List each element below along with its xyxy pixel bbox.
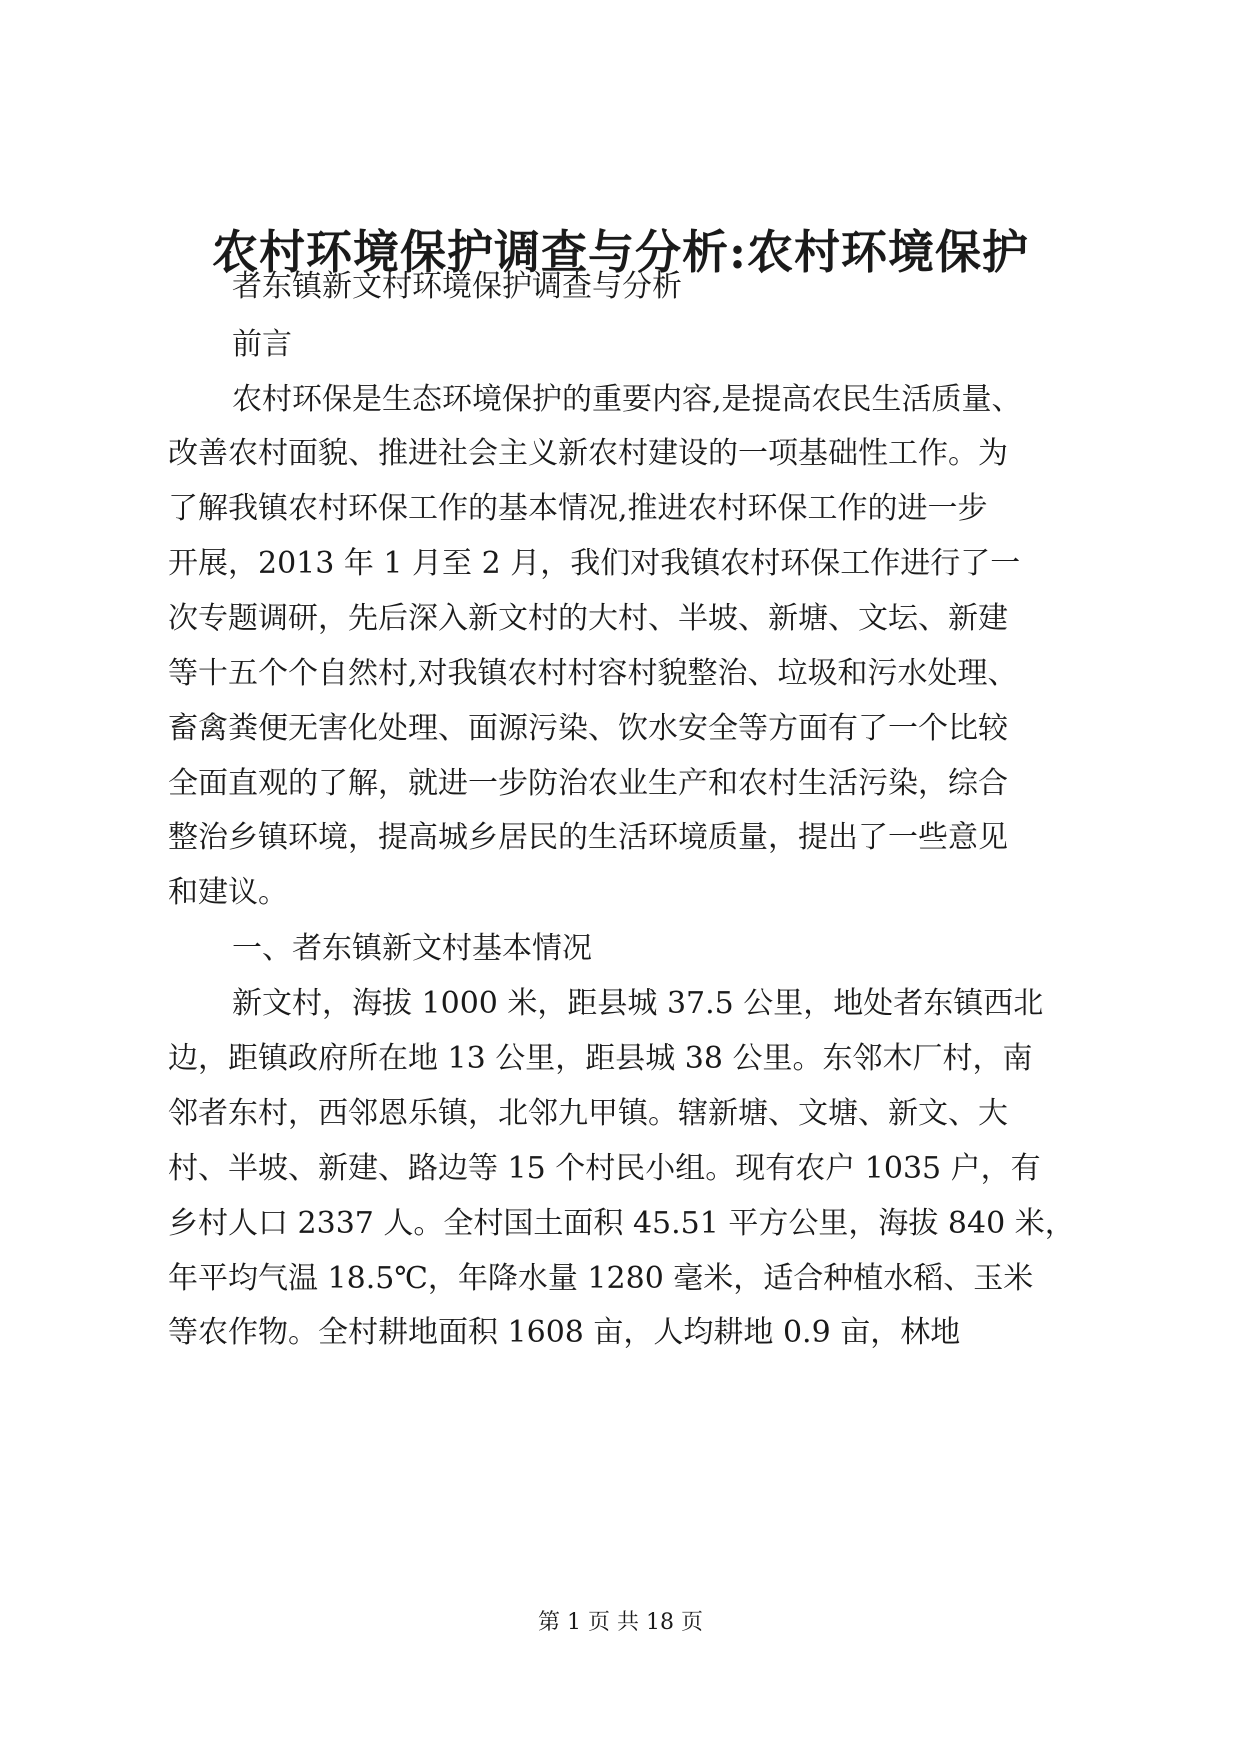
section-line: 新文村，海拔 1000 米，距县城 37.5 公里，地处者东镇西北: [232, 986, 1044, 1021]
preface-line: 改善农村面貌、推进社会主义新农村建设的一项基础性工作。为: [168, 436, 1008, 471]
preface-line: 次专题调研，先后深入新文村的大村、半坡、新塘、文坛、新建: [168, 601, 1008, 636]
preface-line: 整治乡镇环境，提高城乡居民的生活环境质量，提出了一些意见: [168, 820, 1008, 855]
section-line: 边，距镇政府所在地 13 公里，距县城 38 公里。东邻木厂村，南: [168, 1041, 1033, 1076]
section-line: 等农作物。全村耕地面积 1608 亩，人均耕地 0.9 亩，林地: [168, 1315, 961, 1350]
preface-line: 畜禽粪便无害化处理、面源污染、饮水安全等方面有了一个比较: [168, 711, 1008, 746]
preface-line: 等十五个个自然村,对我镇农村村容村貌整治、垃圾和污水处理、: [168, 656, 1018, 691]
preface-line: 全面直观的了解，就进一步防治农业生产和农村生活污染，综合: [168, 766, 1008, 801]
section-heading: 一、者东镇新文村基本情况: [232, 931, 592, 966]
section-line: 邻者东村，西邻恩乐镇，北邻九甲镇。辖新塘、文塘、新文、大: [168, 1096, 1008, 1131]
preface-line: 农村环保是生态环境保护的重要内容,是提高农民生活质量、: [232, 382, 1022, 417]
document-title: 农村环境保护调查与分析:农村环境保护: [212, 225, 1029, 279]
section-line: 村、半坡、新建、路边等 15 个村民小组。现有农户 1035 户，有: [168, 1151, 1041, 1186]
preface-heading: 前言: [232, 327, 292, 362]
preface-line: 了解我镇农村环保工作的基本情况,推进农村环保工作的进一步: [168, 491, 988, 526]
preface-line: 开展，2013 年 1 月至 2 月，我们对我镇农村环保工作进行了一: [168, 546, 1021, 581]
document-subtitle: 者东镇新文村环境保护调查与分析: [232, 269, 682, 304]
section-line: 乡村人口 2337 人。全村国土面积 45.51 平方公里，海拔 840 米，: [168, 1206, 1075, 1241]
preface-line: 和建议。: [168, 875, 288, 910]
page-number: 第 1 页 共 18 页: [538, 1610, 703, 1635]
section-line: 年平均气温 18.5℃，年降水量 1280 毫米，适合种植水稻、玉米: [168, 1261, 1034, 1296]
